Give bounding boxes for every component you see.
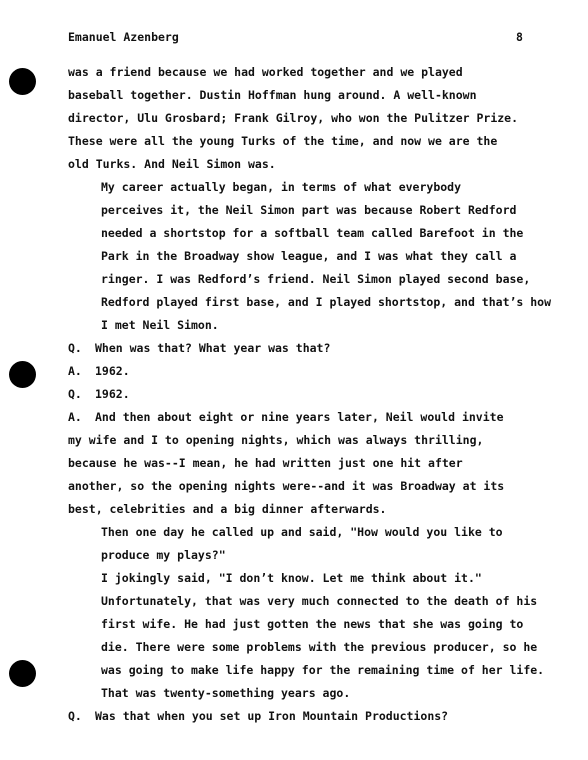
line-text: 1962. [95, 387, 130, 401]
qa-block [68, 705, 538, 728]
text-line [68, 682, 538, 705]
binder-hole-bottom [9, 660, 36, 687]
line-text: Then one day he called up and said, "How would you like to [101, 525, 503, 539]
line-text: Park in the Broadway show league, and I was what they call a [101, 249, 517, 263]
line-text: My career actually began, in terms of what everybody [101, 180, 462, 194]
speaker-tag: A. [68, 410, 82, 424]
line-text: was going to make life happy for the remaining time of her life. [101, 663, 545, 677]
text-line [68, 337, 538, 360]
text-line [68, 291, 552, 314]
page-number: 8 [516, 30, 523, 44]
binder-hole-top [9, 68, 36, 95]
speaker-tag: A. [68, 364, 82, 378]
line-text: old Turks. And Neil Simon was. [68, 157, 276, 171]
line-text: And then about eight or nine years later, Neil would invite [95, 410, 504, 424]
line-text: another, so the opening nights were--and it was Broadway at its [68, 479, 505, 493]
text-line [68, 636, 538, 659]
text-line [68, 245, 538, 268]
line-text: ringer. I was Redford’s friend. Neil Simon played second base, [101, 272, 531, 286]
header-name: Emanuel Azenberg [68, 30, 179, 44]
line-text: 1962. [95, 364, 130, 378]
text-line [68, 544, 538, 567]
text-line [68, 176, 538, 199]
line-text: first wife. He had just gotten the news that she was going to [101, 617, 524, 631]
text-line [68, 360, 538, 383]
transcript-body [68, 61, 552, 728]
binder-hole-middle [9, 361, 36, 388]
qa-block [68, 360, 538, 383]
text-line [68, 429, 538, 452]
text-line [68, 521, 538, 544]
text-line [68, 61, 538, 84]
line-text: best, celebrities and a big dinner afterwards. [68, 502, 387, 516]
line-text: When was that? What year was that? [95, 341, 331, 355]
text-line [68, 107, 538, 130]
line-text: Was that when you set up Iron Mountain Productions? [95, 709, 449, 723]
text-line [68, 613, 538, 636]
line-text: director, Ulu Grosbard; Frank Gilroy, who won the Pulitzer Prize. [68, 111, 519, 125]
text-line [68, 567, 538, 590]
line-text: That was twenty-something years ago. [101, 686, 351, 700]
text-line [68, 383, 538, 406]
text-line [68, 153, 538, 176]
line-text: I jokingly said, "I don’t know. Let me think about it." [101, 571, 482, 585]
text-line [68, 130, 538, 153]
qa-block [68, 337, 538, 360]
line-text: Redford played first base, and I played shortstop, and that’s how [101, 295, 552, 309]
speaker-tag: Q. [68, 387, 82, 401]
text-line [68, 84, 538, 107]
text-line [68, 314, 538, 337]
line-text: my wife and I to opening nights, which was always thrilling, [68, 433, 484, 447]
qa-block [68, 383, 538, 406]
text-line [68, 199, 538, 222]
line-text: These were all the young Turks of the time, and now we are the [68, 134, 498, 148]
paragraph [68, 61, 538, 176]
paragraph [68, 521, 538, 567]
text-line [68, 222, 538, 245]
line-text: perceives it, the Neil Simon part was because Robert Redford [101, 203, 517, 217]
paragraph [68, 176, 552, 337]
text-line [68, 498, 538, 521]
paragraph [68, 567, 545, 705]
speaker-tag: Q. [68, 709, 82, 723]
line-text: was a friend because we had worked together and we played [68, 65, 463, 79]
text-line [68, 705, 538, 728]
line-text: baseball together. Dustin Hoffman hung around. A well-known [68, 88, 477, 102]
line-text: I met Neil Simon. [101, 318, 219, 332]
speaker-tag: Q. [68, 341, 82, 355]
line-text: because he was--I mean, he had written just one hit after [68, 456, 463, 470]
text-line [68, 590, 538, 613]
text-line [68, 268, 538, 291]
text-line [68, 475, 538, 498]
line-text: produce my plays?" [101, 548, 226, 562]
line-text: die. There were some problems with the previous producer, so he [101, 640, 538, 654]
text-line [68, 406, 538, 429]
text-line [68, 659, 545, 682]
qa-block [68, 406, 538, 521]
line-text: needed a shortstop for a softball team called Barefoot in the [101, 226, 524, 240]
text-line [68, 452, 538, 475]
line-text: Unfortunately, that was very much connected to the death of his [101, 594, 538, 608]
